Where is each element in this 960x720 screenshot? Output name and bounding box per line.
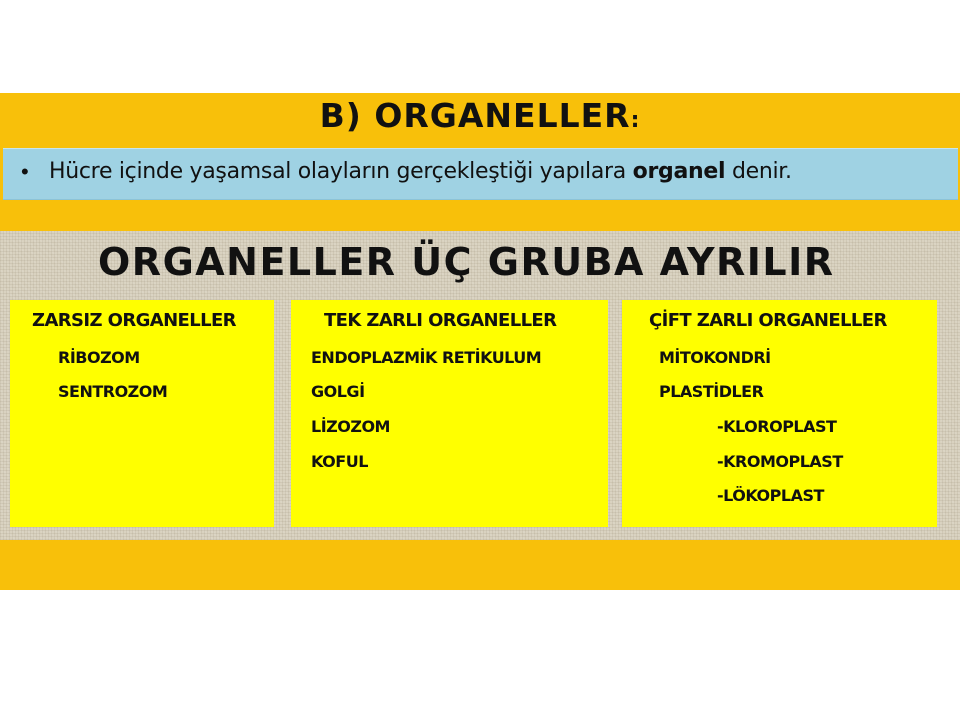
list-item: -KLOROPLAST <box>717 417 837 436</box>
list-item: RİBOZOM <box>58 348 140 367</box>
definition-text <box>49 159 792 184</box>
group-title: ZARSIZ ORGANELLER <box>32 310 236 331</box>
group-title: TEK ZARLI ORGANELLER <box>324 310 557 331</box>
definition-bar <box>3 148 958 200</box>
list-item: -KROMOPLAST <box>717 452 843 471</box>
group-title: ÇİFT ZARLI ORGANELLER <box>649 310 887 331</box>
slide-title-text: B) ORGANELLER <box>319 96 631 135</box>
bottom-orange-band <box>0 540 960 590</box>
list-item: MİTOKONDRİ <box>659 348 771 367</box>
group-card-membraneless <box>10 300 274 527</box>
group-card-double-membrane <box>622 300 937 527</box>
definition-term: organel <box>632 159 726 184</box>
list-item: GOLGİ <box>311 382 365 401</box>
group-card-single-membrane <box>291 300 608 527</box>
list-item: KOFUL <box>311 452 368 471</box>
list-item: PLASTİDLER <box>659 382 764 401</box>
list-item: ENDOPLAZMİK RETİKULUM <box>311 348 542 367</box>
list-item: LİZOZOM <box>311 417 390 436</box>
definition-text-after: denir. <box>725 159 792 184</box>
definition-text-before: Hücre içinde yaşamsal olayların gerçekleştiği yapılara <box>49 159 633 184</box>
list-item: SENTROZOM <box>58 382 168 401</box>
groups-heading: ORGANELLER ÜÇ GRUBA AYRILIR <box>98 240 835 284</box>
slide-title-colon: : <box>630 108 641 133</box>
list-item: -LÖKOPLAST <box>717 486 824 505</box>
slide-title <box>0 96 960 135</box>
bullet-icon: • <box>21 159 29 184</box>
